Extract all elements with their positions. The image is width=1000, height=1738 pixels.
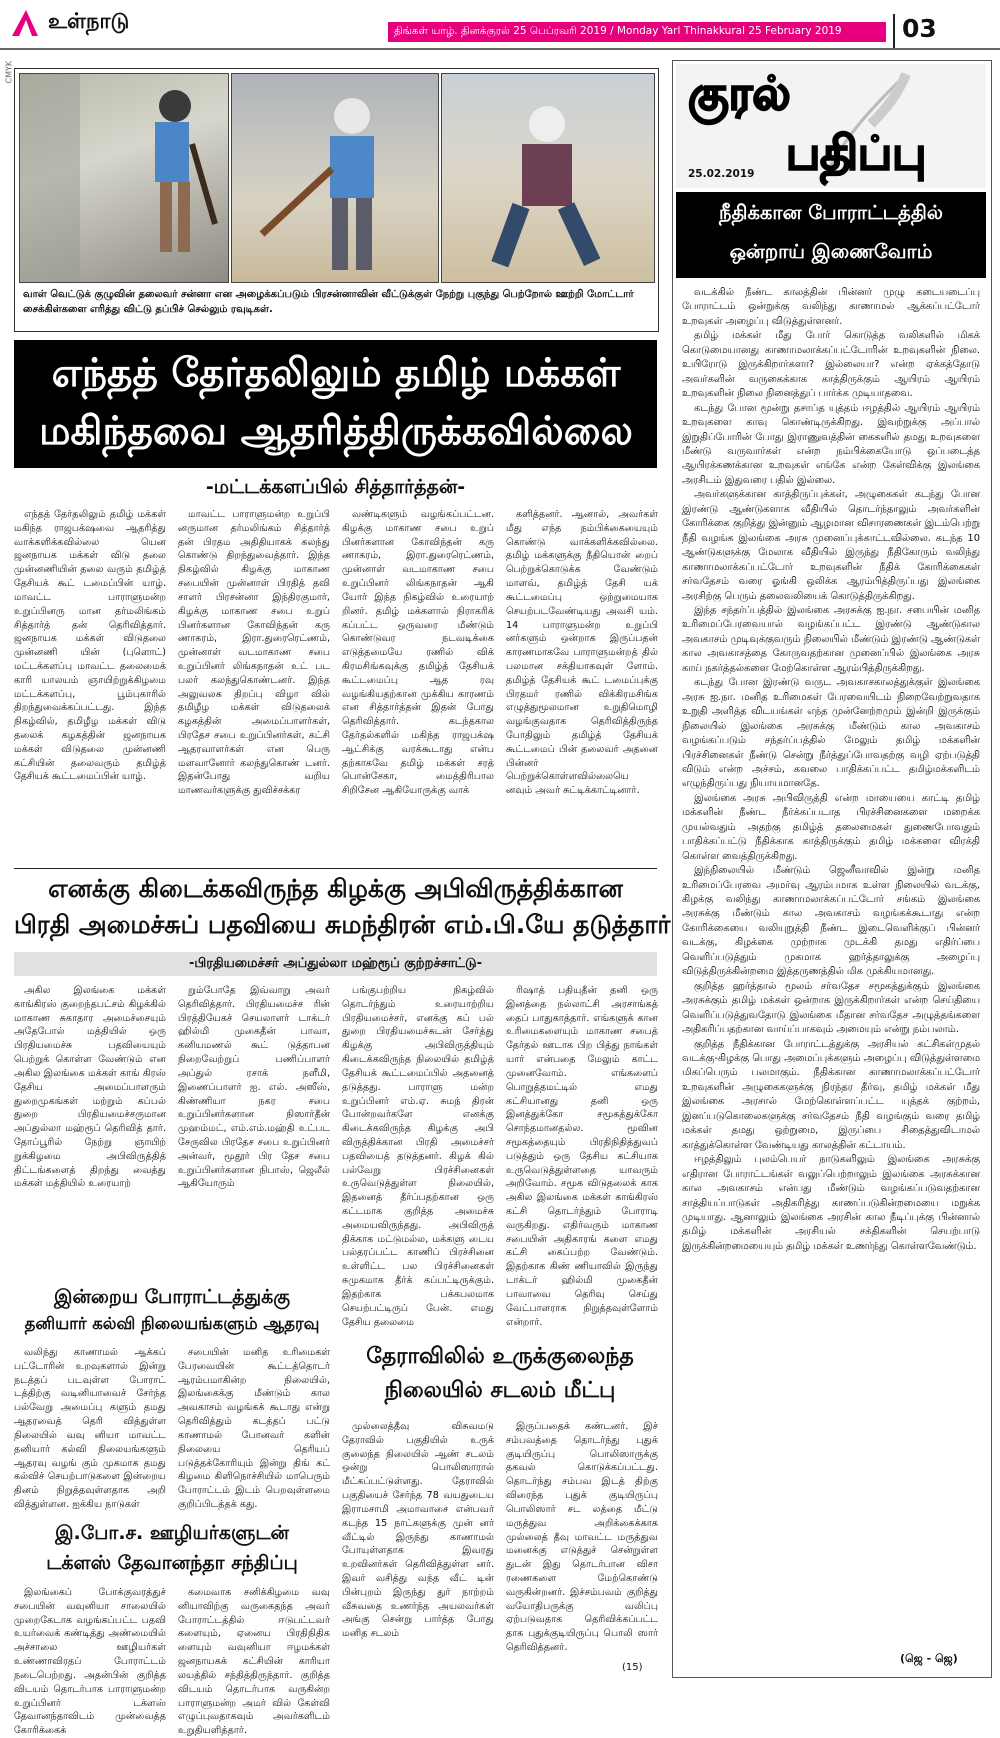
masked-man-running-icon bbox=[442, 74, 654, 282]
fourth-column-2 bbox=[178, 1586, 330, 1737]
second-column-1 bbox=[14, 984, 166, 1282]
editorial-title-word1: குரல் bbox=[688, 66, 791, 120]
rider-figure-icon bbox=[20, 74, 228, 282]
margin-color-mark: CMYK bbox=[4, 60, 14, 84]
second-column-4 bbox=[506, 984, 658, 1336]
editorial-headline-line1: நீதிக்கான போராட்டத்தில் bbox=[718, 201, 943, 224]
second-byline: -பிரதியமைச்சர் அப்துல்லா மஹ்ரூப் குற்றச்சாட்டு- bbox=[188, 956, 483, 971]
fifth-col1-text: முல்லைத்தீவு விசுவமடு தேராவில் பகுதியில் உருக் குலைந்த நிலையில் ஆண் சடலம் ஒன்று பொலிஸாரால் மீட்கப்பட்டுள்ளது. தேராவில் பகுதியைச் சேர்ந்த 78 வயதுடைய இராமசாமி அமாவாசை என்பவர் கடந்த 15 நாட்களுக்கு முன் னர் வீட்டில் இருந்து காணாமல் போயுள்ளதாக இவரது உறவினர்கள் தெரிவித்துள்ள னர். இவர் வசித்து வந்த வீட் டின் பின்புறம் இருந்து துர் நாற்றம் வீசுவதை உணர்ந்த அயலவர்கள் அங்கு சென்று பார்த்த போது மனித சடலம் bbox=[342, 1421, 494, 1640]
second-story-top-rule bbox=[14, 868, 657, 869]
editorial-paragraph: வடக்கில் நீண்ட காலத்தின் பின்னர் முழு கடையடைப்பு போராட்டம் ஒன்றுக்கு வலிந்து காணாமல் ஆக்கப்பட்டோர் உறவுகள் அழைப்பு விடுத்துள்ளனர். bbox=[682, 287, 980, 327]
lead-col1-text: எந்தத் தேர்தலிலும் தமிழ் மக்கள் மகிந்த ராஜபக்‌ஷவை ஆதரித்து வாக்களிக்கவில்லை யென ஜனநாயக மக்கள் விடு தலை முன்னணியின் தலை வரும் தமிழ்த் தேசியக் கூட் டமைப்பின் யாழ். மாவட்ட பாராளுமன்ற உறுப்பினரு மான தர்மலிங்கம் சித்தார்த் தன் தெரிவித்தார். ஜனநாயக மக்கள் விடுதலை முன்னணி யின் (புளொட்) மட்டக்களப்பு மாவட்ட தலைமைக் காரி யாலயம் ஞாயிற்றுக்கிழமை மட்டக்களப்பு, பூம்புகாரில் திறந்துவைக்கப்பட்டது. இந்த நிகழ்வில், தமிழீழ மக்கள் விடு தலைக் கழகத்தின் ஜனநாயக மக்கள் விடுதலை முன்னணி கட்சியின் தலைவரும் தமிழ்த் தேசியக் கூட்டமைப்பின் யாழ். bbox=[14, 509, 166, 783]
fourth-headline-line1: இ.போ.ச. ஊழியர்களுடன் bbox=[55, 1522, 289, 1544]
lead-column-3 bbox=[342, 508, 494, 864]
fifth-footer-ref: (15) bbox=[622, 1662, 643, 1673]
lead-column-1 bbox=[14, 508, 166, 864]
lead-col2-text: மாவட்ட பாராளுமன்ற உறுப்பி னருமான தர்மலிங்கம் சித்தார்த் தன் பிரதம அதிதியாகக் கலந்து கொண்டு திறந்துவைத்தார். இந்த நிகழ்வில் கிழக்கு மாகாண சபையின் முன்னாள் பிரதித் தவி சாளர் பிரசன்னா இந்திரகுமார், கிழக்கு மாகாண சபை உறுப் பினர்களான கோவிந்தன் கரு ணாகரம், இரா.துரைரெட்ணம், முன்னாள் வடமாகாண சபை உறுப்பினர் லிங்கநாதன் உட் பட பலர் கலந்துகொண்டனர். இந்த அலுவலக திறப்பு விழா வில் தமிழீழ மக்கள் விடுதலைக் கழகத்தின் அமைப்பாளர்கள், பிரதேச சபை உறுப்பினர்கள், கட்சி ஆதரவாளர்கள் என பெரு மளவானோர் கலந்துகொண் டனர். இதன்போது வறிய மாணவர்களுக்கு துவிச்சக்கர bbox=[178, 509, 330, 797]
lead-column-4 bbox=[506, 508, 658, 864]
second-col3-text: பங்குபற்றிய நிகழ்வில் தொடர்ந்தும் உரையாற்றிய பிரதியமைச்சர், எனக்கு கப் பல் துறை பிரதியமைச்சுடன் சேர்த்து கிழக்கு அபிவிருத்தியும் கிடைக்கவிருந்த நிலையில் தமிழ்த் தேசியக் கூட்டமைப்பில் அதனைத் தடுத்தது. பாராளு மன்ற உறுப்பினர் எம்.ஏ. சுமந் திரன் போன்றவர்களே எனக்கு கிடைக்கவிருந்த கிழக்கு அபி விருத்திக்கான பிரதி அமைச்சர் பதவியைத் தடுத்தனர். கிழக் கில் பல்வேறு பிரச்சினைகள் உருவெடுத்துள்ள நிலையில், இதனைத் தீர்ப்பதற்கான ஒரு கட்டமாக குறித்த அமைச்சு அமையவிருந்தது. அபிவிருத் திக்காக மட்டுமல்ல, மக்களு டைய பல்தரப்பட்ட காணிப் பிரச்சினை உள்ளிட்ட பல பிரச்சினைகள் சுமுகமாக தீர்க் கப்பட்டிருக்கும். இதற்காக பக்கபலமாக செயற்பட்டிருப் பேன். எமது தேசிய தலைமை bbox=[342, 985, 494, 1328]
lead-col4-text: களித்தனர். ஆனால், அவர்கள் மீது எந்த நம்பிக்கையையும் கொண்டு வாக்களிக்கவில்லை. தமிழ் மக்களுக்கு நீதியொன் றைப் பெற்றுக்கொடுக்க வேண்டும் மாளவ், தமிழ்த் தேசி யக் கூட்டமைப்பு ஒற்றுமையாக செயற்படவேண்டியது அவசி யம். 14 பாராளுமன்ற உறுப்பி னர்களும் ஒன்றாக இருப்பதன் காரணமாகவே பாராளுமன்றத் தில் பலமான சக்தியாகவுள் ளோம். தமிழ்த் தேசியக் கூட் டமைப்புக்கு பிரதமர் ரணில் விக்கிரமசிங்க எழுத்துமூலமான உறுதிமொழி வழங்குவதாக தெரிவித்திருந்த போதிலும் தமிழ்த் தேசியக் கூட்டமைப் பின் தலைவர் அதனை பின்னர் பெற்றுக்கொள்ளவில்லையெ னவும் அவர் சுட்டிக்காட்டினார். bbox=[506, 509, 658, 797]
fourth-col1-text: இலங்கைப் போக்குவரத்துச் சபையின் வவுனியா சாலையில் முறைகேடாக வழங்கப்பட்ட பதவி உயர்வைக் கண்டித்து அண்மையில் அச்சாலை ஊழியர்கள் உண்ணாவிரதப் போராட்டம் நடைபெற்றது. அதன்பின் குறித்த விடயம் தொடர்பாக பாராளுமன்ற உறுப்பினர் டக்ளஸ் தேவானந்தாவிடம் முன்வைத்த கோரிக்கைக் bbox=[14, 1587, 166, 1737]
dateline: திங்கள் யாழ். தினக்குரல் 25 பெப்ரவரி 2019 / Monday Yarl Thinakkural 25 February 2019 bbox=[394, 25, 842, 37]
editorial-paragraph: ஈழத்திலும் புலம்பெயர் நாடுகளிலும் இலங்கை அரசுக்கு எதிரான போராட்டங்கள் வலுப்பெற்றாலும் இலங்கை அரசுக்கான கால அவகாசம் என்பது மீண்டும் வழங்கப்படுவதற்கான சாத்தியப்பாடுகள் அதிகரித்து காணப்படுகின்றமையை மறுக்க முடியாது. ஆனாலும் இலங்கை அரசின் கால நீடிப்புக்கு பின்னால் தமிழ் மக்களின் அரசியல் சக்திகளின் செயற்பாடு இருக்கின்றமையையும் தமிழ் மக்கள் உணர்ந்து கொள்ளவேண்டும். bbox=[682, 1154, 980, 1252]
second-col2-text: றும்போதே இவ்வாறு அவர் தெரிவித்தார். பிரதியமைச்ச ரின் பிரத்தியேகச் செயலாளர் டாக்டர் ஹில்மி முகைதீன் பாவா, கனியமணல் கூட் டுத்தாபன நிறைவேற்றுப் பணிப்பாளர் அப்துல் ரசாக் நளீமி, இணைப்பாளர் ஐ. எல். அஸீஸ், கிண்ணியா நகர சபை உறுப்பினர்களான நிஸார்தீன் முஹம்மட், எம்.எம்.மஹ்தி உட்பட சேருவில பிரதேச சபை உறுப்பினர் அன்வர், மூதூர் பிர தேச சபை உறுப்பினர்களான நிபாஸ், ஜெலீல் ஆகியோரும் bbox=[178, 985, 330, 1190]
second-headline-line2: பிரதி அமைச்சுப் பதவியை சுமந்திரன் எம்.பி.யே தடுத்தார் bbox=[14, 910, 671, 939]
publication-logo-icon bbox=[8, 8, 42, 38]
photo-caption: வாள் வெட்டுக் குழுவின் தலைவர் சன்னா என அழைக்கப்படும் பிரசன்னாவின் வீட்டுக்குள் நேற்று புகுந்து பெற்றோல் ஊற்றி மோட்டார் சைக்கிள்களை எரித்து விட்டு தப்பிச் செல்லும் ரவுடிகள். bbox=[23, 289, 634, 315]
section-title: உள்நாடு bbox=[48, 9, 130, 33]
third-column-2 bbox=[178, 1346, 330, 1516]
second-column-2 bbox=[178, 984, 330, 1282]
editorial-paragraph: இந்த சந்தர்ப்பத்தில் இலங்கை அரசுக்கு ஐ.நா. சபையின் மனித உரிமைப்பேரவையால் வழங்கப்பட்ட இரண்டு ஆண்டுகால அவகாசம் முடிவுக்குவரும் நிலையில் மீண்டும் இரண்டு ஆண்டுகள் கால அவகாசத்தை கோருவதற்கான முனைப்பில் இலங்கை அரசு காய் நகர்த்தல்களை மேற்கொள்ள ஆரம்பித்திருக்கிறது. bbox=[682, 604, 980, 674]
editorial-paragraph: தமிழ் மக்கள் மீது போர் கொடுத்த வலிகளில் மிகக் கொடுமையானது காணாமலாக்கப்பட்டோரின் உறவுகளின் நிலை. உயிரோடு இருக்கிறார்களா? இல்லையா? என்ற ஏக்கத்தோடு அவர்களின் வருகைக்காக காத்திருக்கும் ஆயிரம் ஆயிரம் உறவுகளின் நிலை நினைத்துப் பார்க்க முடியாதவை. bbox=[682, 330, 980, 400]
second-headline-line1: எனக்கு கிடைக்கவிருந்த கிழக்கு அபிவிருத்திக்கான bbox=[48, 874, 623, 903]
photo-rowdy-three bbox=[441, 73, 655, 283]
editorial-paragraph: இந்நிலையில் மீண்டும் ஜெனீவாவில் இன்று மனித உரிமைப்பேரவை அமர்வு ஆரம்பமாக உள்ள நிலையில் வடக்கு, கிழக்கு வலிந்து காணாமலாக்கப்பட்டோர் சங்கம் இலங்கை அரசுக்கு மீண்டும் கால அவகாசம் வழங்கக்கூடாது என்ற கோரிக்கையை வலியுறுத்தி நீண்ட இடைவெளிக்குப் பின்னர் வடக்கு, கிழக்கை முற்றாக முடக்கி தமது எதிர்ப்பை வெளிப்படுத்தும் முகமாக ஹர்த்தாலுக்கு அழைப்பு விடுத்திருக்கின்றமை இத்தருணத்தில் மிக முக்கியமானது. bbox=[682, 865, 980, 978]
fifth-column-2 bbox=[506, 1420, 658, 1662]
editorial-title-word2: பதிப்பு bbox=[786, 126, 927, 180]
fourth-column-1 bbox=[14, 1586, 166, 1737]
lead-column-2 bbox=[178, 508, 330, 864]
third-column-1 bbox=[14, 1346, 166, 1516]
fifth-headline-line2: நிலையில் சடலம் மீட்பு bbox=[384, 1378, 616, 1403]
lead-byline: -மட்டக்களப்பில் சித்தார்த்தன்- bbox=[205, 476, 466, 498]
editorial-paragraph: அவர்களுக்கான காத்திருப்புக்கள், அழுகைகள் கடந்து போன இரண்டு ஆண்டுகளாக வீதியில் தொடர்ந்தாலும் அவர்களின் கோரிக்கை குறித்து இன்னும் ஆழமான விசாரணைகள் இடம்பெற்று நீதி வழங்க இலங்கை அரசு முனைப்புக்காட்டவில்லை. கடந்த 10 ஆண்டுகளுக்கு மேலாக வீதியில் இருந்து நீதிகோரும் வலிந்து காணாமலாக்கப்பட்டோர் உறவுகளின் நீதிக் கோரிக்கைகள் சர்வதேசம் வரை ஓங்கி ஒலிக்க ஆரம்பித்திருப்பது இலங்கை அரசிற்கு பெரும் தலைவலியைக் கொடுத்திருக்கிறது. bbox=[682, 489, 980, 602]
lead-headline-line1: எந்தத் தேர்தலிலும் தமிழ் மக்கள் bbox=[51, 351, 621, 396]
editorial-paragraph: குறித்த ஹர்த்தால் மூலம் சர்வதேச சமூகத்துக்கும் இலங்கை அரசுக்கும் தமிழ் மக்கள் ஒன்றாக இருக்கிறார்கள் என்ற செய்தியை வெளிப்படுத்துவதோடு இலங்கை மீதான சர்வதேச அழுத்தங்களை அதிகரிப்பதற்கான வாய்ப்பாகவும் அமையும் என்று நம்பலாம். bbox=[682, 980, 980, 1036]
photo-strip bbox=[14, 68, 659, 332]
fifth-col2-text: இருப்பதைக் கண்டனர். இச் சம்பவத்தை தொடர்ந்து புதுக் குடியிருப்பு பொலிஸாருக்கு தகவல் கொடுக்கப்பட்டது. தொடர்ந்து சம்பவ இடத் திற்கு விரைந்த புதுக் குடியிருப்பு பொலிஸார் சட லத்தை மீட்டு மருத்துவ அறிக்கைக்காக முல்லைத் தீவு மாவட்ட மருத்துவ மனைக்கு எடுத்துச் சென்றுள்ள துடன் இது தொடர்பான விசா ரணைகளை மேற்கொண்டு வருகின்றனர். இச்சம்பவம் குறித்து வயோதிபருக்கு வலிப்பு ஏற்படுவதாக தெரிவிக்கப்பட்ட தாக புதுக்குடியிருப்பு பொலி ஸார் தெரிவித்தனர். bbox=[506, 1421, 658, 1653]
photo-rowdy-one bbox=[19, 73, 229, 283]
lead-headline-line2: மகிந்தவை ஆதரித்திருக்கவில்லை bbox=[39, 409, 633, 454]
editorial-paragraph: குறித்த நீதிக்கான போராட்டத்துக்கு அரசியல் கட்சிகள்முதல் வடக்கு-கிழக்கு பொது அமைப்புக்களும் அழைப்பு விடுத்துள்ளமை மிகப்பெரும் பலமாகும். நீதிக்கான காணாமலாக்கப்பட்டோர் உறவுகளின் அழுகைகளுக்கு நிரந்தர தீர்வு, தமிழ் மக்கள் மீது இலங்கை அரசால் மேற்கொள்ளப்பட்ட யுத்தக் குற்றம், இனப்படுகொலைகளுக்கு சர்வதேசம் நீதி வழங்கும் வரை தமிழ் மக்கள் தமது ஒற்றுமை, இருப்பை சிதைத்துவிடாமல் காத்துக்கொள்ள வேண்டியது காலத்தின் கட்டாயம். bbox=[682, 1038, 980, 1151]
page-number: 03 bbox=[902, 14, 937, 43]
editorial-body bbox=[682, 286, 980, 1642]
header-divider bbox=[893, 14, 895, 48]
third-headline-line2: தனியார் கல்வி நிலையங்களும் ஆதரவு bbox=[24, 1314, 320, 1333]
fifth-column-1 bbox=[342, 1420, 494, 1676]
fifth-headline-line1: தேராவிலில் உருக்குலைந்த bbox=[366, 1344, 634, 1369]
header-underline bbox=[0, 48, 1000, 50]
third-headline-line1: இன்றைய போராட்டத்துக்கு bbox=[53, 1286, 291, 1308]
editorial-date: 25.02.2019 bbox=[688, 168, 755, 180]
second-col1-text: அகில இலங்கை மக்கள் காங்கிரஸ் குறைந்தபட்சம் கிழக்கில் மாகாண சுகாதார அமைச்சையும் அதேபோல் மத்தியில் ஒரு பிரதியமைச்சு பதவியையும் பெற்றுக் கொள்ள வேண்டும் என அகில இலங்கை மக்கள் காங் கிரஸ் தேசிய அமைப்பாளரும் துறைமுகங்கள் மற்றும் கப்பல் துறை பிரதியமைச்சருமான அப்துல்லா மஹ்ரூப் தெரிவித் தார். தோப்பூரில் நேற்று ஞாயிற் றுக்கிழமை அபிவிருத்தித் திட்டங்களைத் திறந்து வைத்து மக்கள் மத்தியில் உரையாற் bbox=[14, 985, 166, 1190]
section-logo bbox=[8, 8, 42, 38]
editorial-paragraph: கடந்து போன இரண்டு வருட அவகாசகாலத்துக்குள் இலங்கை அரசு ஐ.நா. மனித உரிமைகள் பேரவையிடம் நிறைவேற்றுவதாக உறுதி அளித்த விடயங்கள் எந்த முன்னேற்றமும் இன்றி இருக்கும் நிலையில் இலங்கை அரசுக்கு மீண்டும் கால அவகாசம் வழங்கப்படும் சந்தர்ப்பத்தில் மேலும் தமிழ் மக்களின் பிரச்சினைகள் நீண்டு சென்று நீர்த்துப்போவதற்கு வழி ஏற்படுத்தி விடும் என்ற அச்சம், கவலை பாதிக்கப்பட்ட தமிழ்மக்களிடம் எழுந்திருப்பது நியாயமானதே. bbox=[682, 677, 980, 790]
third-col1-text: வலிந்து காணாமல் ஆக்கப் பட்டோரின் உறவுகளால் இன்று நடத்தப் படவுள்ள போராட் டத்திற்கு வடினியாவைச் சேர்ந்த பல்வேறு அமைப்பு களும் தமது ஆதரவைத் தெரி வித்துள்ள நிலையில் வவு னியா மாவட்ட தனியார் கல்வி நிலையங்களும் ஆதரவு வழங் கும் முகமாக தமது கல்விச் செயற்பாடுகளை இன்றைய தினம் நிறுத்தவுள்ளதாக அறி வித்துள்ளன. ஐக்கிய நாடுகள் bbox=[14, 1347, 166, 1510]
fourth-headline-line2: டக்ளஸ் தேவானந்தா சந்திப்பு bbox=[46, 1552, 298, 1574]
editorial-paragraph: இலங்கை அரசு அபிவிருத்தி என்ற மாயையை காட்டி தமிழ் மக்களின் நீண்ட நீர்க்கப்படாத பிரச்சினைகளை மறைக்க முயல்வதும் அதற்கு தமிழ்த் தலைமைகள் துணைபோவதும் பாதிக்கப்பட்டு நீதிக்காக காத்திருக்கும் தமிழ் மக்களை விரக்தி கொள்ள வைத்திருக்கிறது. bbox=[682, 792, 980, 862]
third-col2-text: சபையின் மனித உரிமைகள் பேரவையின் கூட்டத்தொடர் ஆரம்பமாகின்ற நிலையில், இலங்கைக்கு மீண்டும் கால அவகாசம் வழங்கக் கூடாது என்று தெரிவித்தும் கடத்தப் பட்டு காணாமல் போனவர் களின் நிலையை தெரியப் படுத்தக்கோரியும் இன்று திங் கட் கிழமை கிளிநொச்சியில் மாபெரும் போராட்டம் இடம் பெறவுள்ளமை குறிப்பிடத்தக் கது. bbox=[178, 1347, 330, 1510]
fourth-col2-text: கமைவாக சனிக்கிழமை வவு னியாவிற்கு வருகைதந்த அவர் போராட்டத்தில் ஈடுபட்டவர் களையும், ஏனைய பிரதிநிதிக ளையும் வவுனியா ஈழமக்கள் ஜனநாயகக் கட்சியின் காரியா லயத்தில் சந்தித்திருந்தார். குறித்த விடயம் தொடர்பாக வருகின்ற பாராளுமன்ற அமர் வில் கேள்வி எழுப்புவதாகவும் அவர்களிடம் உறுதியளித்தார். bbox=[178, 1587, 330, 1737]
editorial-signature: (ஜெ - ஜெ) bbox=[900, 1652, 958, 1665]
masked-man-sword-icon bbox=[232, 74, 438, 282]
lead-col3-text: வண்டிகளும் வழங்கப்பட்டன. கிழக்கு மாகாண சபை உறுப் பினர்களான கோவிந்தன் கரு ணாகரம், இரா.துரைரெட்ணம், முன்னாள் வடமாகாண சபை உறுப்பினர் லிங்கநாதன் ஆகி யோர் இந்த நிகழ்வில் உரையாற் றினர். தமிழ் மக்களால் நிராகரிக் கப்பட்ட ஒருவரை மீண்டும் கொண்டுவர நடவடிக்கை எடுத்தமையே ரணில் விக் கிரமசிங்கவுக்கு தமிழ்த் தேசியக் கூட்டமைப்பு ஆத ரவு வழங்கியதற்கான முக்கிய காரணம் என சித்தார்த்தன் இதன் போது தெரிவித்தார். கடந்தகால தேர்தல்களில் மகிந்த ராஜபக்‌ஷ ஆட்சிக்கு வரக்கூடாது என்ப தற்காகவே தமிழ் மக்கள் சரத் பொன்சேகா, மைத்திரிபால சிறிசேன ஆகியோருக்கு வாக் bbox=[342, 509, 494, 797]
second-col4-text: ரிஷாத் பதியுதீன் தனி ஒரு இனத்தை நல்லாட்சி அரசாங்கத் தைப் பாதுகாத்தார். எங்களுக் கான உரிமைகளையும் மாகாண சபைத் தேர்தல் ஊடாக பிற பித்து நாங்கள் யார் என்பதை மேலும் காட்ட முனைவோம். எங்களைப் பொறுத்தமட்டில் எமது கட்சியானது தனி ஒரு இனத்துக்கோ சமூகத்துக்கோ சொந்தமானதல்ல. மூவின சமூகத்தையும் பிரதிநிதித்துவப் படுத்தும் ஒரு தேசிய கட்சியாக உருவெடுத்துள்ளதை யாவரும் அறிவோம். சமூக விடுதலைக் காக அகில இலங்கை மக்கள் காங்கிரஸ் கட்சி தொடர்ந்தும் போராடி வருகிறது. எதிர்வரும் மாகாண சபையின் அதிகாரங் களை எமது கட்சி கைப்பற்ற வேண்டும். இதற்காக கிண் ணியாவில் இருந்து டாக்டர் ஹில்மி முகைதீன் பாவாவை தெரிவு செய்து வேட்பாளராக நிறுத்தவுள்ளோம் என்றார். bbox=[506, 985, 658, 1328]
editorial-paragraph: கடந்து போன மூன்று தசாப்த யுத்தம் ஈழத்தில் ஆயிரம் ஆயிரம் உறவுகளை காவு கொண்டிருக்கிறது. இவற்றுக்கு அப்பால் இறுதிப்போரின் போது இராணுவத்தின் கைகளில் தமது உறவுகளை மீண்டு வருவார்கள் என்ற நம்பிக்கையோடு ஒப்படைத்த ஆயிரக்கணக்கான உறவுகள் எங்கே என்ற கேள்விக்கு இலங்கை அரசிடம் இதுவரை பதில் இல்லை. bbox=[682, 402, 980, 486]
photo-rowdy-two bbox=[231, 73, 439, 283]
editorial-headline-line2: ஒன்றாய் இணைவோம் bbox=[729, 240, 933, 263]
